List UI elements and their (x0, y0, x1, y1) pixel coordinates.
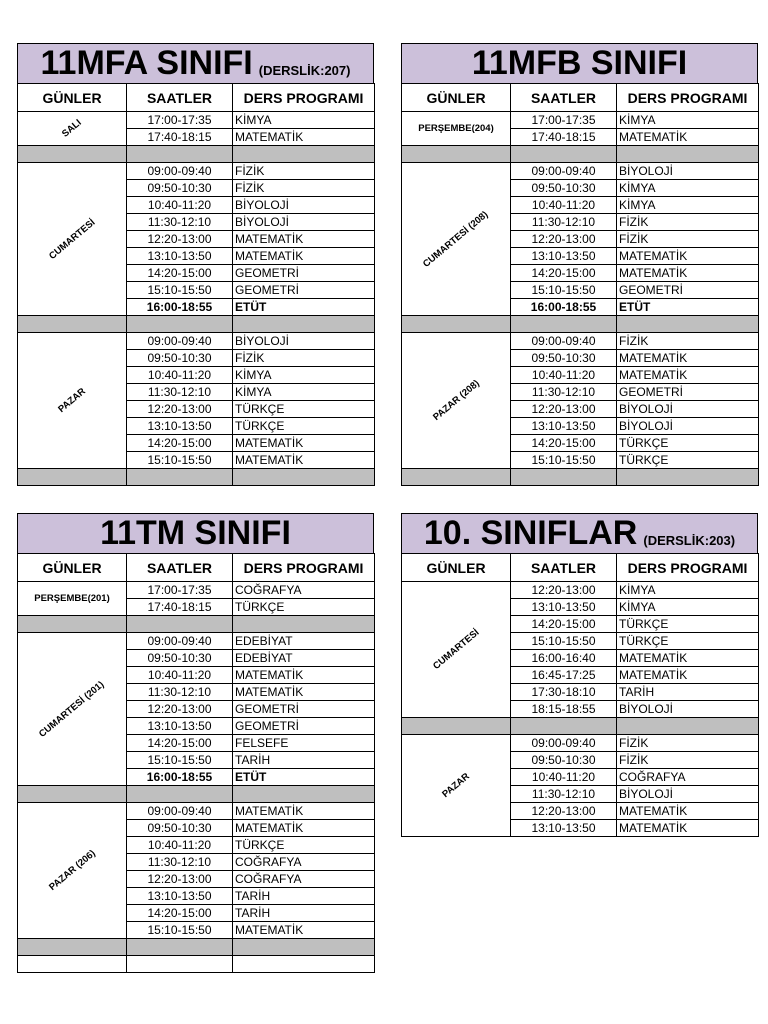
time-cell: 10:40-11:20 (127, 837, 233, 854)
time-cell: 17:00-17:35 (511, 112, 617, 129)
day-cell (18, 163, 127, 316)
header-times: SAATLER (511, 84, 617, 112)
table-row (402, 112, 759, 129)
separator-row (18, 939, 375, 956)
time-cell: 10:40-11:20 (511, 197, 617, 214)
time-cell: 09:50-10:30 (127, 820, 233, 837)
time-cell: 17:00-17:35 (127, 112, 233, 129)
table-row (18, 803, 375, 820)
panel-11tm (17, 513, 374, 973)
time-cell: 09:00-09:40 (127, 333, 233, 350)
time-cell: 09:50-10:30 (127, 180, 233, 197)
time-cell: 09:00-09:40 (127, 163, 233, 180)
day-cell (18, 803, 127, 939)
panel-subtitle: (DERSLİK:203) (643, 533, 736, 548)
header-row (18, 554, 375, 582)
subject-cell: TÜRKÇE (233, 837, 375, 854)
time-cell: 14:20-15:00 (511, 265, 617, 282)
subject-cell: MATEMATİK (617, 803, 759, 820)
separator-row (18, 616, 375, 633)
header-times: SAATLER (127, 554, 233, 582)
time-cell: 15:10-15:50 (511, 282, 617, 299)
separator-row (18, 316, 375, 333)
subject-cell: MATEMATİK (617, 667, 759, 684)
subject-cell: MATEMATİK (233, 248, 375, 265)
time-cell: 16:00-18:55 (511, 299, 617, 316)
schedule-table (401, 83, 759, 486)
subject-cell: GEOMETRİ (233, 265, 375, 282)
subject-cell: BİYOLOJİ (617, 786, 759, 803)
day-cell (18, 633, 127, 786)
header-times: SAATLER (127, 84, 233, 112)
time-cell: 12:20-13:00 (511, 803, 617, 820)
subject-cell: MATEMATİK (617, 265, 759, 282)
header-days: GÜNLER (18, 84, 127, 112)
table-row (402, 735, 759, 752)
subject-cell: GEOMETRİ (233, 701, 375, 718)
time-cell: 11:30-12:10 (127, 854, 233, 871)
subject-cell: MATEMATİK (617, 129, 759, 146)
time-cell: 09:00-09:40 (127, 633, 233, 650)
subject-cell: EDEBİYAT (233, 650, 375, 667)
subject-cell: MATEMATİK (233, 922, 375, 939)
time-cell: 09:50-10:30 (127, 650, 233, 667)
time-cell: 10:40-11:20 (511, 769, 617, 786)
subject-cell: BİYOLOJİ (617, 701, 759, 718)
subject-cell: GEOMETRİ (617, 282, 759, 299)
subject-cell: EDEBİYAT (233, 633, 375, 650)
time-cell: 13:10-13:50 (511, 599, 617, 616)
time-cell: 13:10-13:50 (127, 718, 233, 735)
subject-cell: KİMYA (233, 367, 375, 384)
table-row (18, 163, 375, 180)
time-cell: 17:40-18:15 (127, 599, 233, 616)
time-cell: 17:00-17:35 (127, 582, 233, 599)
time-cell: 14:20-15:00 (127, 435, 233, 452)
header-row (402, 554, 759, 582)
time-cell: 11:30-12:10 (127, 384, 233, 401)
header-program: DERS PROGRAMI (233, 554, 375, 582)
day-label: CUMARTESİ (208) (421, 208, 491, 270)
day-label: PERŞEMBE(204) (418, 123, 494, 134)
time-cell: 11:30-12:10 (511, 786, 617, 803)
subject-cell: TARİH (617, 684, 759, 701)
day-label: CUMARTESİ (46, 216, 98, 262)
schedule-table (17, 83, 375, 486)
subject-cell: KİMYA (617, 599, 759, 616)
day-label: CUMARTESİ (201) (37, 678, 107, 740)
day-cell (402, 735, 511, 837)
time-cell: 09:50-10:30 (127, 350, 233, 367)
day-cell (18, 582, 127, 616)
day-label: PERŞEMBE(201) (34, 593, 110, 604)
time-cell: 14:20-15:00 (127, 265, 233, 282)
time-cell: 12:20-13:00 (127, 701, 233, 718)
subject-cell: COĞRAFYA (233, 582, 375, 599)
subject-cell: FİZİK (233, 163, 375, 180)
subject-cell: TÜRKÇE (233, 418, 375, 435)
subject-cell: BİYOLOJİ (233, 197, 375, 214)
time-cell: 10:40-11:20 (127, 197, 233, 214)
subject-cell: ETÜT (617, 299, 759, 316)
day-cell (18, 333, 127, 469)
separator-row (18, 469, 375, 486)
subject-cell: MATEMATİK (233, 667, 375, 684)
time-cell: 13:10-13:50 (511, 820, 617, 837)
time-cell: 13:10-13:50 (511, 248, 617, 265)
subject-cell: GEOMETRİ (233, 718, 375, 735)
header-days: GÜNLER (402, 554, 511, 582)
subject-cell: KİMYA (617, 197, 759, 214)
time-cell: 10:40-11:20 (511, 367, 617, 384)
panel-title: 11TM SINIFI (100, 514, 291, 552)
subject-cell: MATEMATİK (617, 248, 759, 265)
day-label: PAZAR (208) (430, 378, 482, 423)
time-cell: 12:20-13:00 (511, 582, 617, 599)
time-cell: 15:10-15:50 (511, 633, 617, 650)
subject-cell: TÜRKÇE (617, 616, 759, 633)
subject-cell: TÜRKÇE (617, 452, 759, 469)
header-times: SAATLER (511, 554, 617, 582)
panel-title: 10. SINIFLAR (423, 514, 638, 552)
header-days: GÜNLER (18, 554, 127, 582)
time-cell: 14:20-15:00 (511, 616, 617, 633)
separator-row (18, 786, 375, 803)
time-cell: 16:00-18:55 (127, 769, 233, 786)
subject-cell: GEOMETRİ (233, 282, 375, 299)
subject-cell: KİMYA (617, 180, 759, 197)
subject-cell: MATEMATİK (233, 684, 375, 701)
day-label: SALI (60, 117, 84, 140)
day-cell (402, 333, 511, 469)
time-cell: 14:20-15:00 (511, 435, 617, 452)
time-cell: 16:45-17:25 (511, 667, 617, 684)
day-label: PAZAR (440, 770, 472, 801)
panel-title: 11MFB SINIFI (471, 44, 688, 82)
time-cell: 12:20-13:00 (127, 231, 233, 248)
subject-cell: KİMYA (617, 112, 759, 129)
separator-row (402, 316, 759, 333)
table-row (18, 633, 375, 650)
subject-cell: BİYOLOJİ (233, 214, 375, 231)
separator-row (402, 469, 759, 486)
subject-cell: FİZİK (233, 350, 375, 367)
time-cell: 10:40-11:20 (127, 667, 233, 684)
subject-cell: BİYOLOJİ (617, 418, 759, 435)
time-cell: 11:30-12:10 (511, 384, 617, 401)
empty-row (18, 956, 375, 973)
header-row (402, 84, 759, 112)
time-cell: 10:40-11:20 (127, 367, 233, 384)
time-cell: 18:15-18:55 (511, 701, 617, 718)
time-cell: 11:30-12:10 (127, 684, 233, 701)
day-cell (402, 112, 511, 146)
subject-cell: BİYOLOJİ (617, 163, 759, 180)
schedule-table (17, 553, 375, 973)
time-cell: 09:00-09:40 (511, 163, 617, 180)
time-cell: 11:30-12:10 (511, 214, 617, 231)
day-cell (402, 163, 511, 316)
header-program: DERS PROGRAMI (233, 84, 375, 112)
subject-cell: KİMYA (233, 384, 375, 401)
time-cell: 15:10-15:50 (511, 452, 617, 469)
table-row (18, 582, 375, 599)
subject-cell: COĞRAFYA (233, 854, 375, 871)
day-label: PAZAR (206) (46, 848, 98, 893)
subject-cell: FİZİK (617, 231, 759, 248)
subject-cell: ETÜT (233, 769, 375, 786)
table-row (402, 582, 759, 599)
subject-cell: MATEMATİK (233, 452, 375, 469)
subject-cell: FELSEFE (233, 735, 375, 752)
time-cell: 12:20-13:00 (127, 871, 233, 888)
day-label: CUMARTESİ (430, 627, 482, 672)
panel-10-siniflar (401, 513, 758, 837)
subject-cell: MATEMATİK (617, 350, 759, 367)
panel-11mfa (17, 43, 374, 486)
subject-cell: ETÜT (233, 299, 375, 316)
subject-cell: TARİH (233, 888, 375, 905)
subject-cell: COĞRAFYA (233, 871, 375, 888)
panel-subtitle: (DERSLİK:207) (258, 63, 351, 78)
time-cell: 09:00-09:40 (511, 735, 617, 752)
subject-cell: GEOMETRİ (617, 384, 759, 401)
time-cell: 15:10-15:50 (127, 452, 233, 469)
panel-title-bar (17, 43, 374, 83)
separator-row (18, 146, 375, 163)
panel-title: 11MFA SINIFI (40, 44, 253, 82)
subject-cell: MATEMATİK (233, 803, 375, 820)
panel-title-bar (17, 513, 374, 553)
subject-cell: FİZİK (617, 333, 759, 350)
panel-title-bar (401, 43, 758, 83)
time-cell: 16:00-16:40 (511, 650, 617, 667)
day-cell (402, 582, 511, 718)
subject-cell: MATEMATİK (617, 650, 759, 667)
day-cell (18, 112, 127, 146)
subject-cell: FİZİK (233, 180, 375, 197)
subject-cell: COĞRAFYA (617, 769, 759, 786)
time-cell: 09:00-09:40 (511, 333, 617, 350)
subject-cell: TÜRKÇE (233, 599, 375, 616)
subject-cell: BİYOLOJİ (233, 333, 375, 350)
subject-cell: BİYOLOJİ (617, 401, 759, 418)
time-cell: 17:40-18:15 (511, 129, 617, 146)
time-cell: 13:10-13:50 (127, 248, 233, 265)
subject-cell: MATEMATİK (233, 435, 375, 452)
time-cell: 09:00-09:40 (127, 803, 233, 820)
time-cell: 09:50-10:30 (511, 350, 617, 367)
time-cell: 12:20-13:00 (511, 231, 617, 248)
header-program: DERS PROGRAMI (617, 554, 759, 582)
subject-cell: TÜRKÇE (617, 633, 759, 650)
subject-cell: MATEMATİK (617, 820, 759, 837)
separator-row (402, 718, 759, 735)
time-cell: 16:00-18:55 (127, 299, 233, 316)
separator-row (402, 146, 759, 163)
day-label: PAZAR (56, 385, 88, 416)
subject-cell: TARİH (233, 905, 375, 922)
time-cell: 12:20-13:00 (511, 401, 617, 418)
time-cell: 14:20-15:00 (127, 735, 233, 752)
header-program: DERS PROGRAMI (617, 84, 759, 112)
subject-cell: MATEMATİK (233, 231, 375, 248)
panel-11mfb (401, 43, 758, 486)
subject-cell: TÜRKÇE (233, 401, 375, 418)
header-row (18, 84, 375, 112)
panel-title-bar (401, 513, 758, 553)
subject-cell: TÜRKÇE (617, 435, 759, 452)
table-row (402, 163, 759, 180)
subject-cell: FİZİK (617, 752, 759, 769)
time-cell: 09:50-10:30 (511, 752, 617, 769)
subject-cell: MATEMATİK (233, 129, 375, 146)
schedule-table (401, 553, 759, 837)
header-days: GÜNLER (402, 84, 511, 112)
subject-cell: KİMYA (617, 582, 759, 599)
table-row (402, 333, 759, 350)
subject-cell: FİZİK (617, 214, 759, 231)
time-cell: 13:10-13:50 (127, 888, 233, 905)
subject-cell: MATEMATİK (617, 367, 759, 384)
time-cell: 15:10-15:50 (127, 922, 233, 939)
time-cell: 17:40-18:15 (127, 129, 233, 146)
time-cell: 14:20-15:00 (127, 905, 233, 922)
time-cell: 15:10-15:50 (127, 282, 233, 299)
time-cell: 11:30-12:10 (127, 214, 233, 231)
time-cell: 12:20-13:00 (127, 401, 233, 418)
time-cell: 09:50-10:30 (511, 180, 617, 197)
time-cell: 15:10-15:50 (127, 752, 233, 769)
subject-cell: KİMYA (233, 112, 375, 129)
time-cell: 13:10-13:50 (511, 418, 617, 435)
table-row (18, 333, 375, 350)
subject-cell: FİZİK (617, 735, 759, 752)
subject-cell: MATEMATİK (233, 820, 375, 837)
time-cell: 17:30-18:10 (511, 684, 617, 701)
table-row (18, 112, 375, 129)
time-cell: 13:10-13:50 (127, 418, 233, 435)
subject-cell: TARİH (233, 752, 375, 769)
